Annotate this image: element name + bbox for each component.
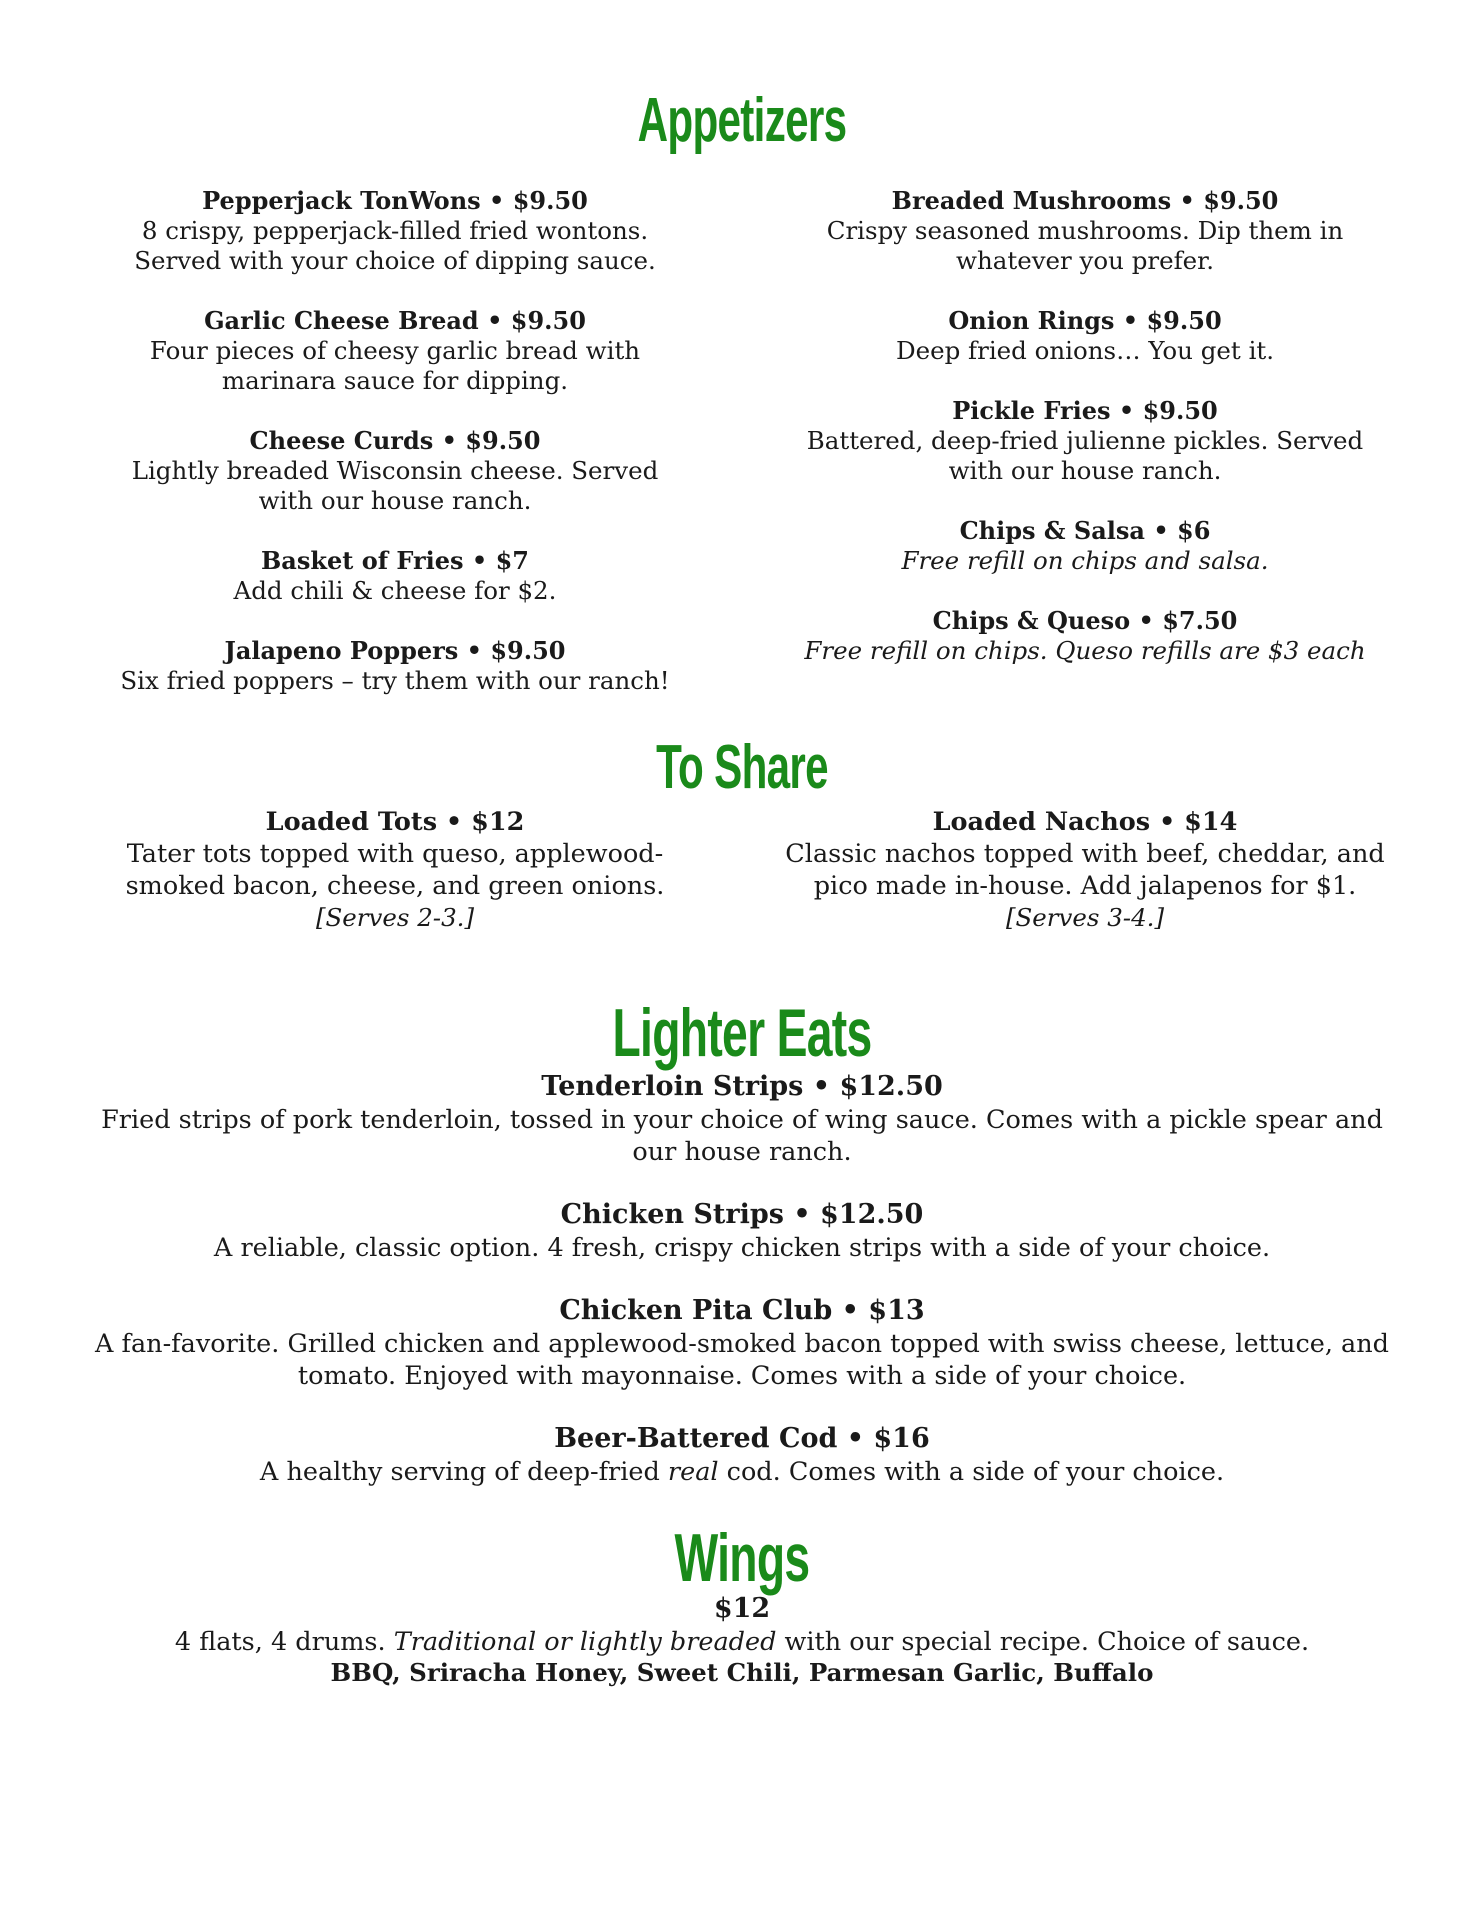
item-name: Beer-Battered Cod • $16 <box>554 1423 930 1454</box>
item-name: Tenderloin Strips • $12.50 <box>541 1071 943 1102</box>
item-description: A fan-favorite. Grilled chicken and applewood-smoked bacon topped with swiss cheese, lettuce, and tomato. Enjoyed with mayonnaise. Comes with a side of your choice. <box>94 1329 1389 1391</box>
item-name: Basket of Fries • $7 <box>261 546 529 575</box>
menu-item <box>80 426 710 516</box>
wings-sauces: BBQ, Sriracha Honey, Sweet Chili, Parmesan Garlic, Buffalo <box>330 1658 1154 1687</box>
to-share-heading: To Share <box>656 733 828 802</box>
serves-note: [Serves 2-3.] <box>315 903 475 932</box>
menu-item <box>80 636 710 696</box>
serves-note: [Serves 3-4.] <box>1005 903 1165 932</box>
menu-item <box>770 186 1400 276</box>
desc-text: cod. Comes with a side of your choice. <box>718 1457 1225 1487</box>
item-description: Tater tots topped with queso, applewood-smoked bacon, cheese, and green onions. <box>125 839 665 901</box>
wings-block <box>80 1592 1404 1688</box>
desc-text: A healthy serving of deep-fried <box>259 1457 668 1487</box>
item-name: Pepperjack TonWons • $9.50 <box>202 186 588 215</box>
desc-emphasis: Traditional or lightly breaded <box>393 1627 777 1657</box>
menu-item <box>770 306 1400 366</box>
appetizers-left-column <box>80 186 710 696</box>
item-name: Breaded Mushrooms • $9.50 <box>891 186 1279 215</box>
item-name: Chicken Strips • $12.50 <box>560 1199 924 1230</box>
item-description: Lightly breaded Wisconsin cheese. Served with our house ranch. <box>131 456 659 515</box>
appetizers-heading: Appetizers <box>637 86 847 155</box>
item-name: Onion Rings • $9.50 <box>948 306 1222 335</box>
item-description: Fried strips of pork tenderloin, tossed in your choice of wing sauce. Comes with a pickle spear and our house ranch. <box>101 1105 1383 1167</box>
item-description: Six fried poppers – try them with our ranch! <box>120 666 670 695</box>
item-description <box>80 1456 1404 1488</box>
item-name: Jalapeno Poppers • $9.50 <box>224 636 566 665</box>
wings-heading: Wings <box>674 1520 810 1596</box>
item-name: Garlic Cheese Bread • $9.50 <box>204 306 586 335</box>
appetizers-right-column <box>770 186 1400 666</box>
lighter-eats-heading: Lighter Eats <box>612 995 872 1071</box>
item-description: 8 crispy, pepperjack-filled fried wontons. Served with your choice of dipping sauce. <box>134 216 656 275</box>
item-description: Free refill on chips and salsa. <box>901 546 1269 575</box>
menu-item <box>80 1294 1404 1392</box>
to-share-left-column <box>90 806 700 933</box>
item-name: Chicken Pita Club • $13 <box>559 1295 925 1326</box>
menu-item <box>80 186 710 276</box>
menu-item <box>80 1070 1404 1168</box>
item-description: Battered, deep-fried julienne pickles. Served with our house ranch. <box>806 426 1364 485</box>
item-description: Four pieces of cheesy garlic bread with marinara sauce for dipping. <box>149 336 641 395</box>
desc-emphasis: real <box>667 1457 719 1487</box>
item-description: Deep fried onions… You get it. <box>895 336 1275 365</box>
menu-item <box>80 306 710 396</box>
item-name: Pickle Fries • $9.50 <box>952 396 1218 425</box>
wings-description <box>80 1626 1404 1658</box>
item-description: Crispy seasoned mushrooms. Dip them in whatever you prefer. <box>826 216 1344 275</box>
item-name: Chips & Salsa • $6 <box>959 516 1211 545</box>
desc-text: with our special recipe. Choice of sauce. <box>776 1627 1310 1657</box>
item-description: Free refill on chips. Queso refills are $3 each <box>804 636 1366 665</box>
item-description: Add chili & cheese for $2. <box>233 576 557 605</box>
menu-item <box>80 1198 1404 1264</box>
item-description: Classic nachos topped with beef, cheddar, and pico made in-house. Add jalapenos for $1. <box>785 839 1385 901</box>
menu-item <box>80 1422 1404 1488</box>
menu-item <box>770 606 1400 666</box>
item-description: A reliable, classic option. 4 fresh, crispy chicken strips with a side of your choice. <box>213 1233 1271 1263</box>
item-name: Loaded Nachos • $14 <box>932 807 1238 837</box>
menu-item <box>770 396 1400 486</box>
item-name: Chips & Queso • $7.50 <box>932 606 1238 635</box>
to-share-right-column <box>775 806 1395 933</box>
item-name: Loaded Tots • $12 <box>265 807 525 837</box>
lighter-eats-list <box>80 1070 1404 1488</box>
menu-item <box>775 806 1395 933</box>
menu-item <box>770 516 1400 576</box>
item-name: Cheese Curds • $9.50 <box>249 426 541 455</box>
desc-text: 4 flats, 4 drums. <box>174 1627 394 1657</box>
menu-item <box>90 806 700 933</box>
menu-item <box>80 546 710 606</box>
wings-price: $12 <box>713 1593 771 1624</box>
